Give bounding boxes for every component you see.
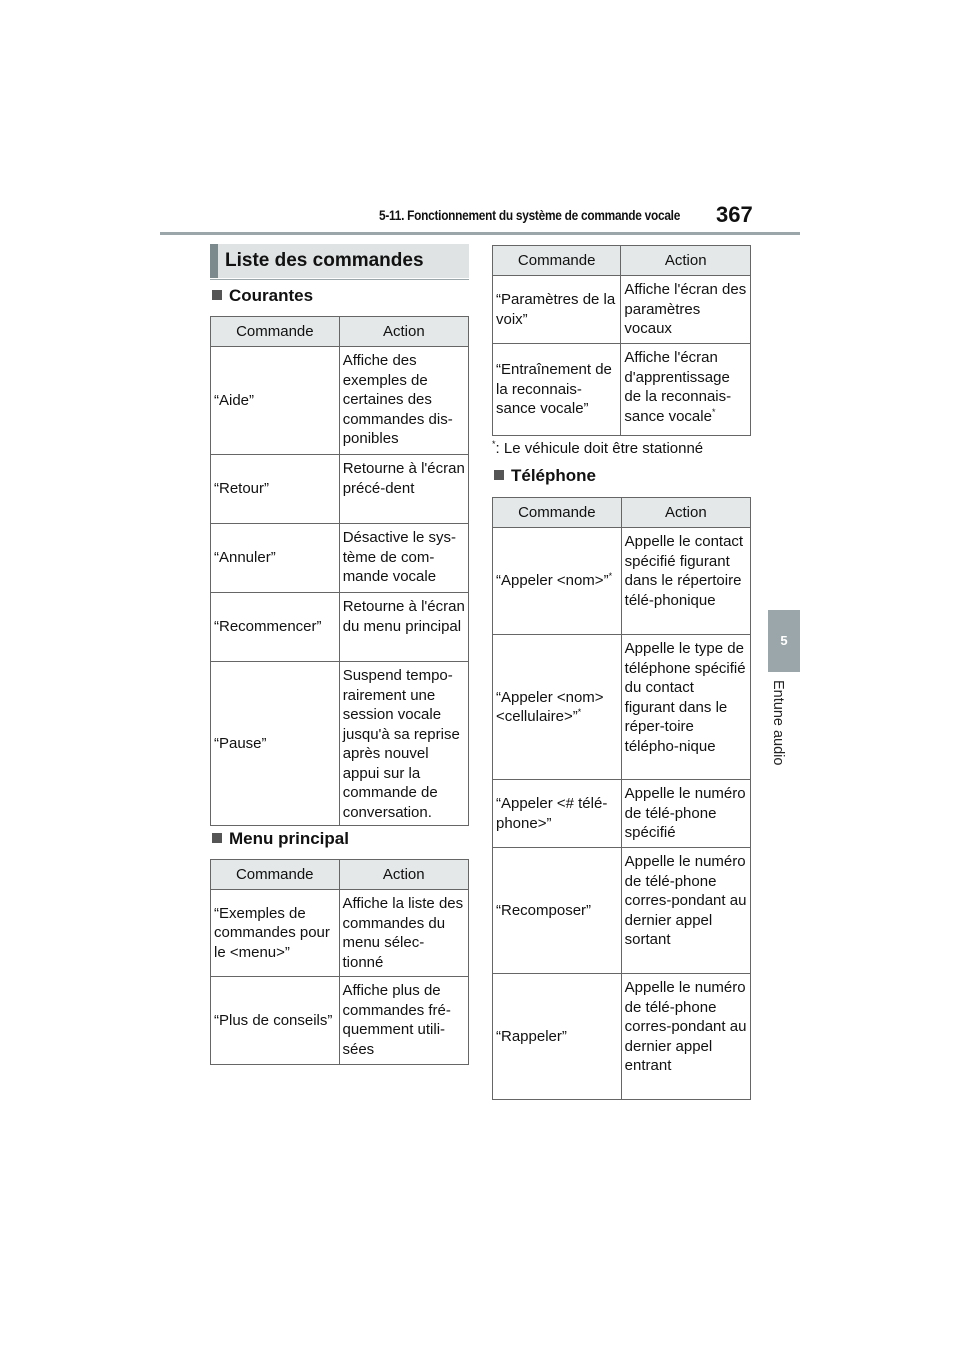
table-header-row bbox=[211, 317, 469, 347]
command-cell: “Exemples de commandes pour le <menu>” bbox=[211, 890, 340, 977]
action-text: Affiche l'écran d'apprentissage de la reconnais-sance vocale bbox=[624, 349, 732, 425]
subsection-courantes-label: Courantes bbox=[229, 286, 314, 305]
subsection-courantes-title bbox=[212, 286, 313, 306]
action-cell: Appelle le contact spécifié figurant dans le répertoire télé-phonique bbox=[621, 528, 750, 635]
col-header-action: Action bbox=[621, 246, 751, 276]
table-courantes bbox=[210, 316, 469, 826]
table-row bbox=[211, 890, 469, 977]
table-header-row bbox=[211, 860, 469, 890]
section-heading: Liste des commandes bbox=[210, 244, 469, 278]
command-cell: “Aide” bbox=[211, 347, 340, 455]
running-header-title: 5-11. Fonctionnement du système de commande vocale bbox=[379, 208, 681, 223]
footnote-marker: * bbox=[608, 571, 613, 582]
chapter-name-text: Entune audio bbox=[770, 680, 786, 766]
table-row bbox=[493, 635, 751, 780]
subsection-menu-principal-title bbox=[212, 829, 349, 849]
col-header-action: Action bbox=[621, 498, 750, 528]
page-number: 367 bbox=[716, 202, 753, 227]
square-bullet-icon bbox=[494, 470, 504, 480]
table-row bbox=[493, 344, 751, 436]
table-menu-principal-part1 bbox=[210, 859, 469, 1065]
subsection-menu-principal-label: Menu principal bbox=[229, 829, 349, 848]
table-row bbox=[493, 276, 751, 344]
footnote-text: : Le véhicule doit être stationné bbox=[495, 440, 704, 457]
table-row bbox=[211, 593, 469, 662]
action-cell: Appelle le numéro de télé-phone corres-pondant au dernier appel entrant bbox=[621, 974, 750, 1100]
action-cell: Affiche la liste des commandes du menu sélec-tionné bbox=[339, 890, 469, 977]
action-cell: Affiche des exemples de certaines des commandes dis-ponibles bbox=[339, 347, 468, 455]
table-row bbox=[211, 455, 469, 524]
command-cell: “Rappeler” bbox=[493, 974, 622, 1100]
subsection-telephone-title bbox=[494, 466, 596, 486]
chapter-tab: 5 bbox=[768, 610, 800, 672]
action-cell: Désactive le sys-tème de com-mande vocale bbox=[339, 524, 468, 593]
footnote bbox=[492, 440, 703, 457]
footnote-marker: * bbox=[711, 406, 716, 417]
command-cell: “Appeler <# télé-phone>” bbox=[493, 780, 622, 848]
col-header-command: Commande bbox=[493, 246, 621, 276]
command-cell: “Entraînement de la reconnais-sance vocale” bbox=[493, 344, 621, 436]
command-cell: “Recomposer” bbox=[493, 848, 622, 974]
command-cell bbox=[493, 635, 622, 780]
action-cell bbox=[621, 344, 751, 436]
col-header-action: Action bbox=[339, 317, 468, 347]
action-cell: Appelle le numéro de télé-phone spécifié bbox=[621, 780, 750, 848]
header-rule bbox=[160, 232, 800, 235]
chapter-name bbox=[770, 680, 794, 790]
command-cell: “Retour” bbox=[211, 455, 340, 524]
table-header-row bbox=[493, 498, 751, 528]
footnote-marker: * bbox=[492, 439, 496, 449]
action-cell: Appelle le numéro de télé-phone corres-pondant au dernier appel sortant bbox=[621, 848, 750, 974]
action-cell: Retourne à l'écran précé-dent bbox=[339, 455, 468, 524]
action-cell: Affiche plus de commandes fré-quemment utili-sées bbox=[339, 977, 469, 1065]
action-cell: Appelle le type de téléphone spécifié du contact figurant dans le réper-toire télépho-nique bbox=[621, 635, 750, 780]
action-cell: Affiche l'écran des paramètres vocaux bbox=[621, 276, 751, 344]
footnote-marker: * bbox=[577, 707, 582, 717]
command-text: “Appeler <nom>” bbox=[496, 572, 609, 590]
command-cell: “Paramètres de la voix” bbox=[493, 276, 621, 344]
col-header-action: Action bbox=[339, 860, 469, 890]
table-row bbox=[493, 528, 751, 635]
action-cell: Suspend tempo-rairement une session vocale jusqu'à sa reprise après nouvel appui sur la commande de conversation. bbox=[339, 662, 468, 826]
command-cell bbox=[493, 528, 622, 635]
command-cell: “Recommencer” bbox=[211, 593, 340, 662]
table-header-row bbox=[493, 246, 751, 276]
command-text: “Appeler <nom> <cellulaire>” bbox=[496, 688, 604, 725]
subsection-telephone-label: Téléphone bbox=[511, 466, 597, 485]
command-cell: “Annuler” bbox=[211, 524, 340, 593]
col-header-command: Commande bbox=[211, 317, 340, 347]
square-bullet-icon bbox=[212, 290, 222, 300]
command-cell: “Plus de conseils” bbox=[211, 977, 340, 1065]
table-menu-principal-part2 bbox=[492, 245, 751, 436]
col-header-command: Commande bbox=[211, 860, 340, 890]
table-row bbox=[493, 974, 751, 1100]
action-cell: Retourne à l'écran du menu principal bbox=[339, 593, 468, 662]
table-row bbox=[211, 524, 469, 593]
command-cell: “Pause” bbox=[211, 662, 340, 826]
table-row bbox=[211, 977, 469, 1065]
table-row bbox=[211, 662, 469, 826]
table-telephone bbox=[492, 497, 751, 1100]
col-header-command: Commande bbox=[493, 498, 622, 528]
table-row bbox=[493, 780, 751, 848]
square-bullet-icon bbox=[212, 833, 222, 843]
table-row bbox=[493, 848, 751, 974]
table-row bbox=[211, 347, 469, 455]
